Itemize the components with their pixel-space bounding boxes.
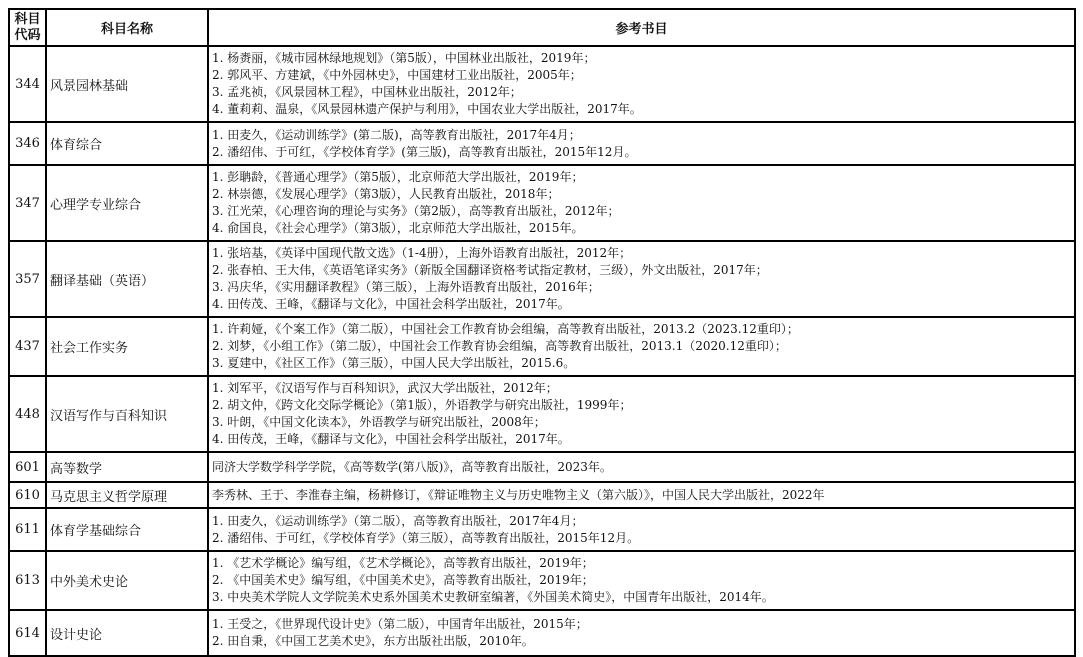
subject-code: 346 — [9, 122, 46, 165]
subject-name: 社会工作实务 — [46, 317, 208, 376]
subject-code: 611 — [9, 508, 46, 551]
subject-code: 610 — [9, 482, 46, 508]
subject-code: 347 — [9, 165, 46, 241]
table-row — [9, 241, 1075, 317]
reference-item: 1. 杨赉丽，《城市园林绿地规划》（第5版），中国林业出版社，2019年； — [212, 51, 596, 65]
table-row — [9, 452, 1075, 482]
reference-item: 3. 叶朗，《中国文化读本》，外语教学与研究出版社，2008年； — [212, 415, 546, 429]
reference-item: 1. 许莉娅，《个案工作》（第二版），中国社会工作教育协会组编，高等教育出版社，2013.2（2023.12重印）； — [212, 322, 799, 336]
reference-item: 同济大学数学科学学院，《高等数学(第八版)》，高等教育出版社，2023年。 — [212, 459, 612, 474]
table-row — [9, 508, 1075, 551]
subject-code: 448 — [9, 376, 46, 452]
reference-item: 2. 张春柏、王大伟，《英语笔译实务》（新版全国翻译资格考试指定教材，三级），外文出版社，2017年； — [212, 263, 768, 277]
subject-name: 体育综合 — [46, 122, 208, 165]
reference-item: 1. 《艺术学概论》编写组，《艺术学概论》，高等教育出版社，2019年； — [212, 556, 594, 570]
table-row — [9, 551, 1075, 610]
reference-item: 2. 胡文仲，《跨文化交际学概论》（第1版），外语教学与研究出版社，1999年； — [212, 398, 632, 412]
subject-code: 614 — [9, 610, 46, 656]
reference-item: 3. 冯庆华，《实用翻译教程》（第三版），上海外语教育出版社，2016年； — [212, 280, 600, 294]
reference-item: 2. 潘绍伟、于可红，《学校体育学》（第三版），高等教育出版社，2015年12月。 — [212, 530, 640, 545]
reference-item: 2. 《中国美术史》编写组，《中国美术史》，高等教育出版社，2019年； — [212, 573, 594, 587]
reference-list — [208, 551, 1075, 610]
reference-item: 1. 刘军平，《汉语写作与百科知识》，武汉大学出版社，2012年； — [212, 381, 558, 395]
reference-item: 4. 田传茂、王峰，《翻译与文化》，中国社会科学出版社，2017年。 — [212, 297, 570, 311]
reference-list — [208, 165, 1075, 241]
table-row — [9, 610, 1075, 656]
header-name: 科目名称 — [46, 9, 208, 46]
subject-code: 613 — [9, 551, 46, 610]
reference-item: 2. 郭风平、方建斌，《中外园林史》，中国建材工业出版社，2005年； — [212, 68, 582, 82]
table-row — [9, 317, 1075, 376]
subject-name: 体育学基础综合 — [46, 508, 208, 551]
header-row — [9, 9, 1075, 46]
subject-name: 风景园林基础 — [46, 46, 208, 122]
reference-item: 3. 江光荣，《心理咨询的理论与实务》（第2版），高等教育出版社，2012年； — [212, 204, 620, 218]
reference-list — [208, 508, 1075, 551]
subject-code: 344 — [9, 46, 46, 122]
reference-item: 1. 田麦久，《运动训练学》（第二版），高等教育出版社，2017年4月； — [212, 513, 584, 528]
subject-name: 设计史论 — [46, 610, 208, 656]
table-row — [9, 376, 1075, 452]
header-refs: 参考书目 — [208, 9, 1075, 46]
reference-item: 1. 张培基，《英译中国现代散文选》（1-4册），上海外语教育出版社，2012年； — [212, 246, 632, 260]
reference-list — [208, 46, 1075, 122]
reference-item: 4. 俞国良，《社会心理学》（第3版），北京师范大学出版社，2015年。 — [212, 221, 584, 235]
subject-name: 汉语写作与百科知识 — [46, 376, 208, 452]
table-row — [9, 482, 1075, 508]
reference-list — [208, 376, 1075, 452]
subject-name: 心理学专业综合 — [46, 165, 208, 241]
reference-item: 2. 田自秉，《中国工艺美术史》，东方出版社出版，2010年。 — [212, 634, 534, 648]
table-row — [9, 165, 1075, 241]
reference-item: 1. 王受之，《世界现代设计史》（第二版），中国青年出版社，2015年； — [212, 617, 588, 631]
reference-list — [208, 122, 1075, 165]
reference-item: 4. 董莉莉、温泉，《风景园林遗产保护与利用》，中国农业大学出版社，2017年。 — [212, 102, 642, 116]
reference-item: 1. 彭聃龄，《普通心理学》（第5版），北京师范大学出版社，2019年； — [212, 170, 584, 184]
reference-item: 3. 中央美术学院人文学院美术史系外国美术史教研室编著，《外国美术简史》，中国青年出版社，2014年。 — [212, 590, 774, 604]
reference-item: 2. 林崇德，《发展心理学》（第3版），人民教育出版社，2018年； — [212, 187, 560, 201]
reference-item: 2. 刘梦，《小组工作》（第二版），中国社会工作教育协会组编，高等教育出版社，2013.1（2020.12重印）； — [212, 339, 787, 353]
reference-list — [208, 317, 1075, 376]
reference-list — [208, 610, 1075, 656]
reference-item: 4. 田传茂，王峰，《翻译与文化》，中国社会科学出版社，2017年。 — [212, 432, 570, 446]
subject-name: 马克思主义哲学原理 — [46, 482, 208, 508]
subject-code: 357 — [9, 241, 46, 317]
reference-item: 1. 田麦久，《运动训练学》(第二版)，高等教育出版社，2017年4月； — [212, 127, 581, 142]
reference-list — [208, 241, 1075, 317]
table-row — [9, 122, 1075, 165]
subject-name: 翻译基础（英语） — [46, 241, 208, 317]
reference-item: 李秀林、王于、李淮春主编，杨耕修订，《辩证唯物主义与历史唯物主义（第六版）》，中国人民大学出版社，2022年 — [212, 487, 825, 502]
table-body — [9, 46, 1075, 656]
reference-item: 3. 夏建中，《社区工作》（第三版），中国人民大学出版社，2015.6。 — [212, 356, 576, 370]
reference-item: 2. 潘绍伟、于可红，《学校体育学》(第三版)，高等教育出版社，2015年12月。 — [212, 144, 637, 159]
header-code: 科目代码 — [9, 9, 46, 46]
reference-book-table — [8, 8, 1076, 657]
subject-name: 高等数学 — [46, 452, 208, 482]
table-row — [9, 46, 1075, 122]
subject-code: 437 — [9, 317, 46, 376]
reference-list — [208, 482, 1075, 508]
reference-item: 3. 孟兆祯，《风景园林工程》，中国林业出版社，2012年； — [212, 85, 522, 99]
subject-code: 601 — [9, 452, 46, 482]
subject-name: 中外美术史论 — [46, 551, 208, 610]
reference-list — [208, 452, 1075, 482]
